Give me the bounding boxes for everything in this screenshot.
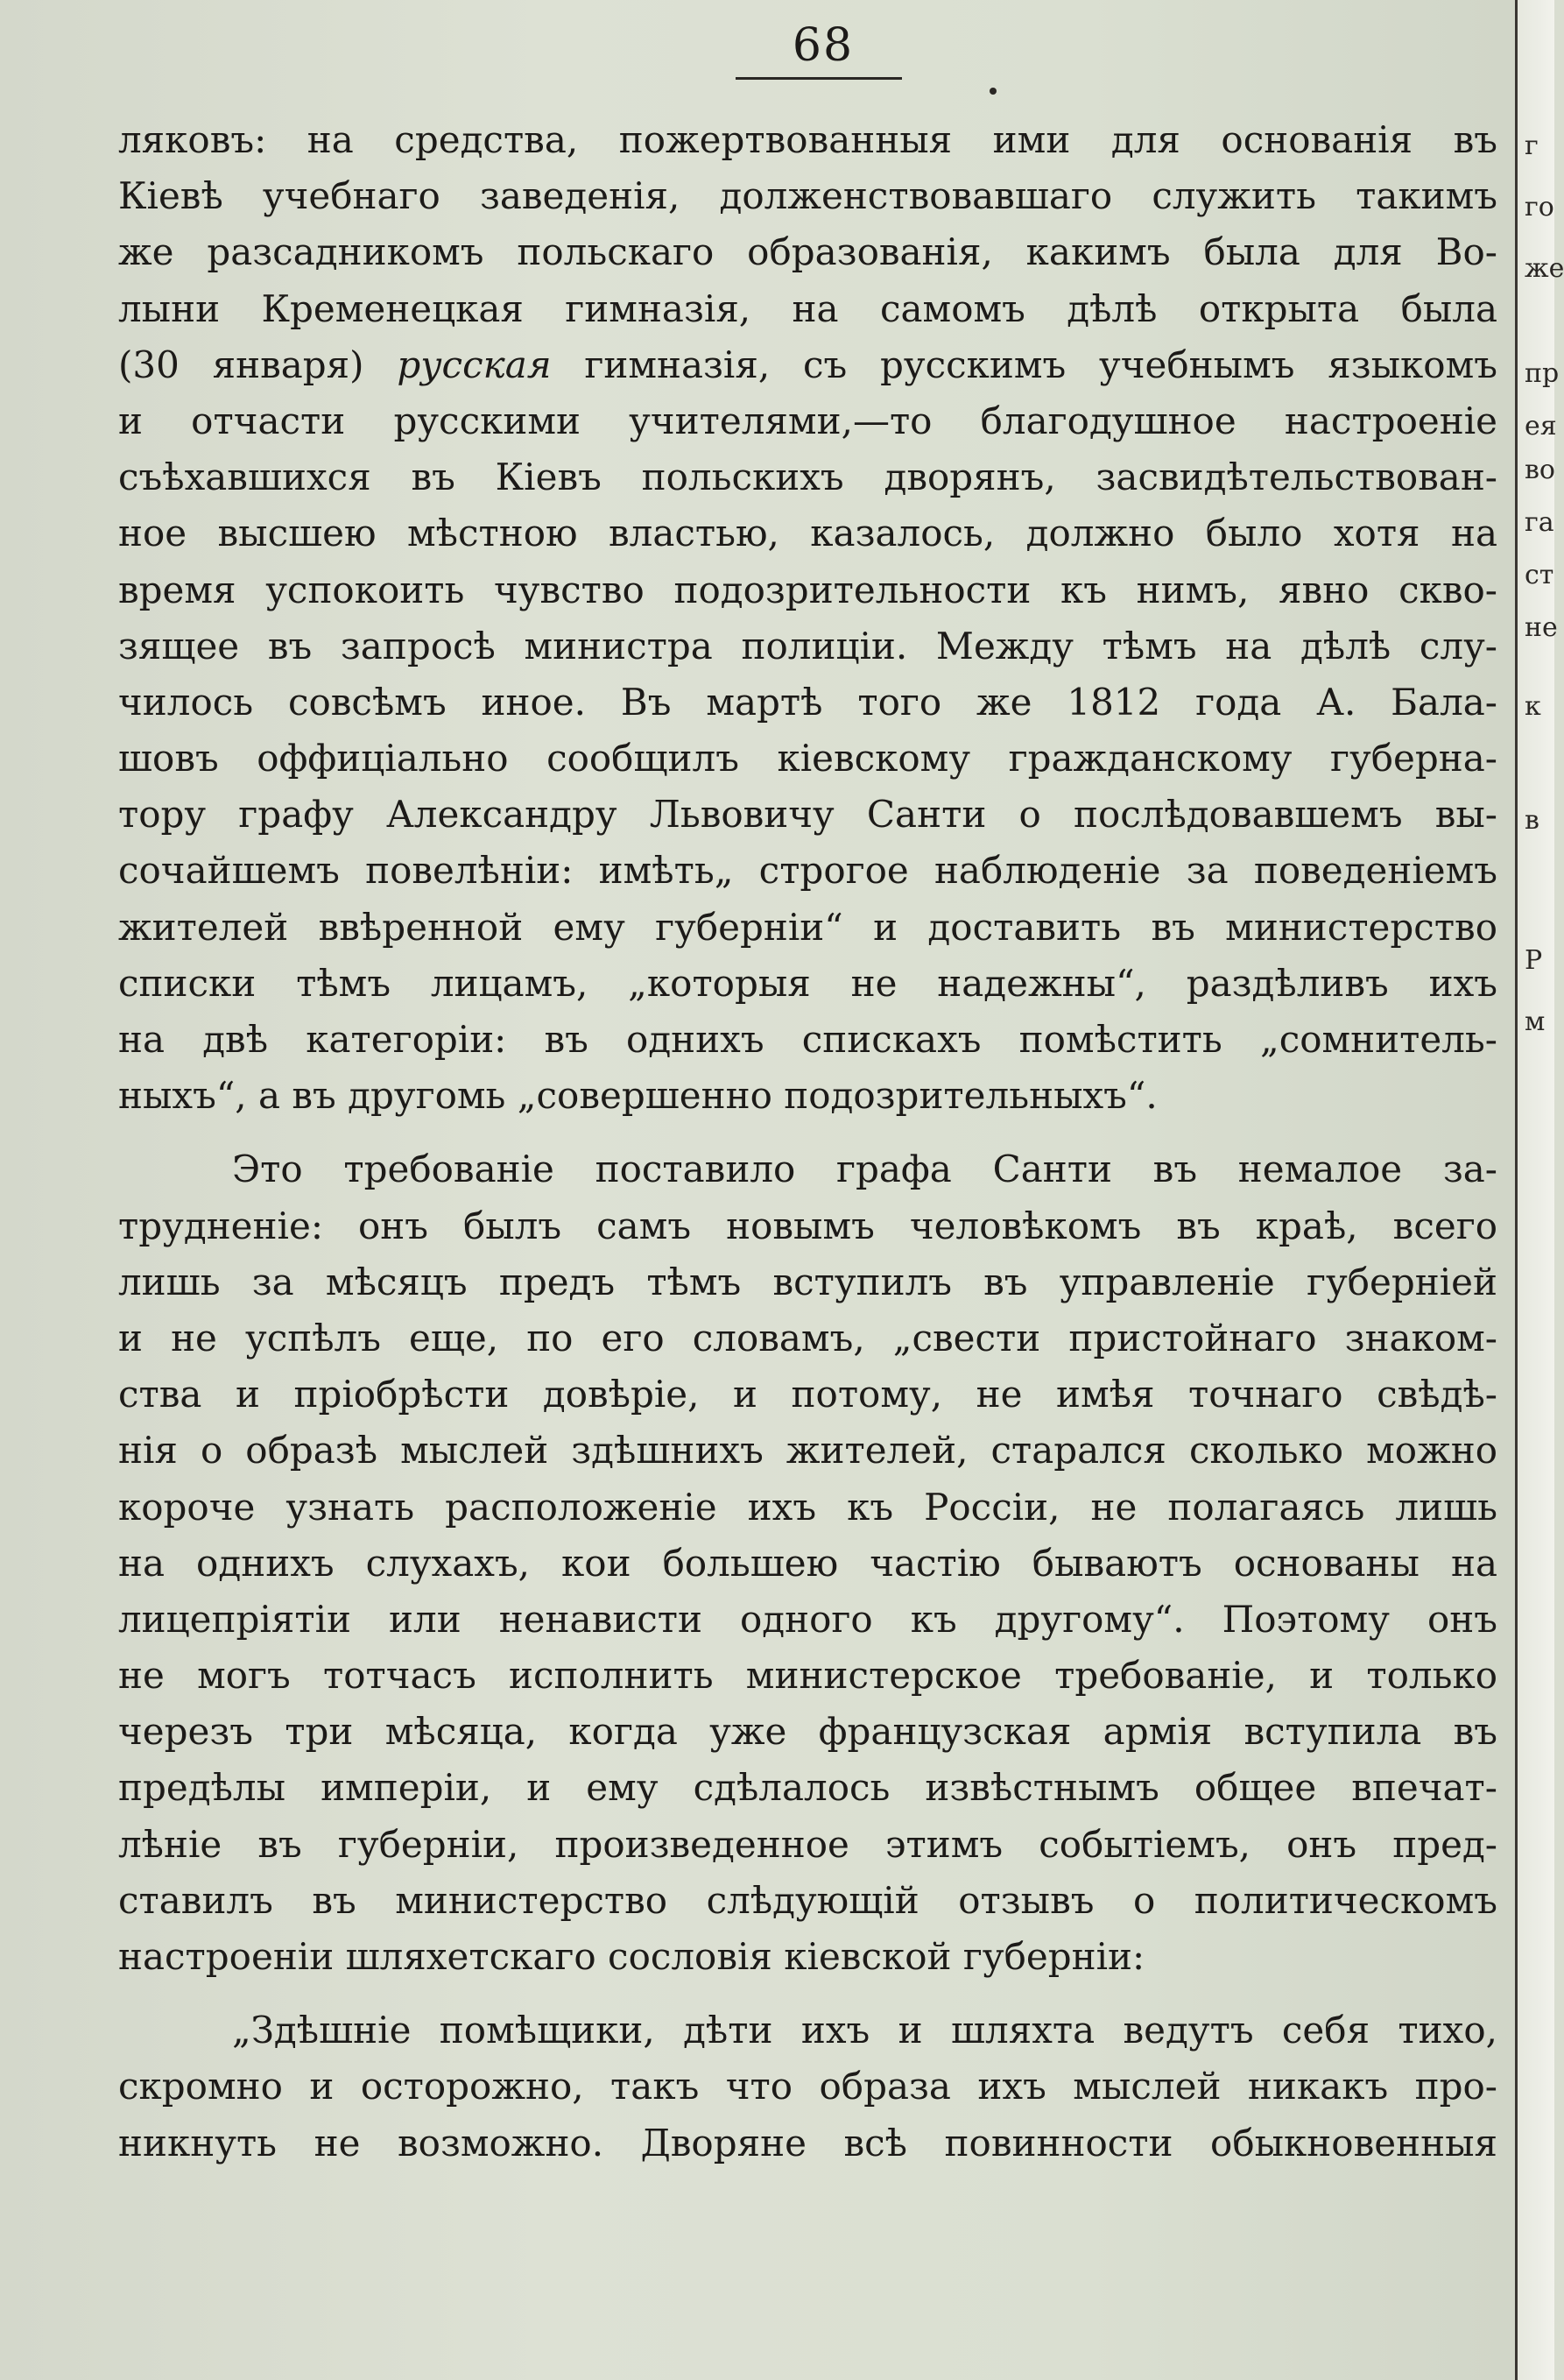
italic-word: русская <box>397 343 552 386</box>
text-line: не могъ тотчасъ исполнить министерское требованіе, и только <box>118 1654 1497 1698</box>
margin-fragment: пр <box>1525 358 1560 389</box>
margin-fragment: га <box>1525 507 1554 538</box>
paragraph-gap <box>118 1124 1497 1141</box>
text-line: Это требованіе поставило графа Санти въ немалое за- <box>232 1148 1497 1191</box>
margin-fragment: Р <box>1525 945 1543 976</box>
margin-fragment: ея <box>1525 411 1557 441</box>
margin-fragment: к <box>1525 691 1541 722</box>
margin-fragment: в <box>1525 805 1539 836</box>
text-line: шовъ оффиціально сообщилъ кіевскому гражданскому губерна- <box>118 737 1497 780</box>
text-line: короче узнать расположеніе ихъ къ Россіи, не полагаясь лишь <box>118 1485 1497 1529</box>
text-line: „Здѣшніе помѣщики, дѣти ихъ и шляхта ведутъ себя тихо, <box>232 2009 1497 2052</box>
ink-dot <box>990 88 997 95</box>
margin-fragment: во <box>1525 455 1555 485</box>
text-line: жителей ввѣренной ему губерніи“ и доставить въ министерство <box>118 905 1497 949</box>
text-line: списки тѣмъ лицамъ, „которыя не надежны“, раздѣливъ ихъ <box>118 961 1497 1005</box>
text-line: ства и пріобрѣсти довѣріе, и потому, не имѣя точнаго свѣдѣ- <box>118 1373 1497 1416</box>
text-line: черезъ три мѣсяца, когда уже французская армія вступила въ <box>118 1710 1497 1754</box>
text-line: на однихъ слухахъ, кои большею частію бываютъ основаны на <box>118 1541 1497 1585</box>
margin-fragment: же <box>1525 253 1564 284</box>
text-line: ныхъ“, а въ другомь „совершенно подозрительныхъ“. <box>118 1074 1158 1118</box>
text-line: настроеніи шляхетскаго сословія кіевской губерніи: <box>118 1935 1145 1978</box>
text-line: предѣлы имперіи, и ему сдѣлалось извѣстнымъ общее впечат- <box>118 1766 1497 1810</box>
text-line: лѣніе въ губерніи, произведенное этимъ событіемъ, онъ пред- <box>118 1822 1497 1866</box>
text-line: Кіевѣ учебнаго заведенія, долженствовавшаго служить такимъ <box>118 174 1497 218</box>
body-text <box>118 112 1497 2172</box>
margin-fragment: не <box>1525 612 1558 643</box>
text-line: время успокоить чувство подозрительности къ нимъ, явно скво- <box>118 568 1497 611</box>
text-line: зящее въ запросѣ министра полиціи. Между тѣмъ на дѣлѣ слу- <box>118 624 1497 667</box>
text-line: ставилъ въ министерство слѣдующій отзывъ о политическомъ <box>118 1878 1497 1922</box>
text-line: съѣхавшихся въ Кіевъ польскихъ дворянъ, засвидѣтельствован- <box>118 456 1497 499</box>
text-line: ное высшею мѣстною властью, казалось, должно было хотя на <box>118 512 1497 555</box>
text-line: никнуть не возможно. Дворяне всѣ повинности обыкновенныя <box>118 2121 1497 2165</box>
text-line: и отчасти русскими учителями,—то благодушное настроеніе <box>118 399 1497 442</box>
paragraph-gap <box>118 1985 1497 2002</box>
text-line: сочайшемъ повелѣніи: имѣть„ строгое наблюденіе за поведеніемъ <box>118 849 1497 893</box>
page-number: 68 <box>792 19 855 72</box>
text-line: на двѣ категоріи: въ однихъ спискахъ помѣстить „сомнитель- <box>118 1018 1497 1061</box>
text-line: лишь за мѣсяцъ предъ тѣмъ вступилъ въ управленіе губерніей <box>118 1260 1497 1303</box>
text-line: трудненіе: онъ былъ самъ новымъ человѣкомъ въ краѣ, всего <box>118 1204 1497 1247</box>
margin-fragment: ст <box>1525 560 1554 590</box>
text-line: тору графу Александру Львовичу Санти о послѣдовавшемъ вы- <box>118 793 1497 837</box>
text-line: ляковъ: на средства, пожертвованныя ими для основанія въ <box>118 118 1497 161</box>
text-line: нія о образѣ мыслей здѣшнихъ жителей, старался сколько можно <box>118 1429 1497 1472</box>
text-line: лицепріятіи или ненависти одного къ другому“. Поэтому онъ <box>118 1597 1497 1641</box>
text-line: лыни Кременецкая гимназія, на самомъ дѣлѣ открыта была <box>118 286 1497 330</box>
text-line: скромно и осторожно, такъ что образа ихъ мыслей никакъ про- <box>118 2065 1497 2108</box>
text-line: (30 января) русская гимназія, съ русскимъ учебнымъ языкомъ <box>118 343 1497 386</box>
margin-fragment: г <box>1525 131 1539 161</box>
margin-fragment: го <box>1525 192 1554 222</box>
text-line: же разсадникомъ польскаго образованія, какимъ была для Во- <box>118 230 1497 274</box>
page-number-rule <box>736 77 902 80</box>
text-line: и не успѣлъ еще, по его словамъ, „свести пристойнаго знаком- <box>118 1316 1497 1359</box>
margin-fragment: м <box>1525 1006 1546 1037</box>
text-line: чилось совсѣмъ иное. Въ мартѣ того же 1812 года А. Бала- <box>118 680 1497 724</box>
adjacent-page-edge <box>1515 0 1564 2380</box>
